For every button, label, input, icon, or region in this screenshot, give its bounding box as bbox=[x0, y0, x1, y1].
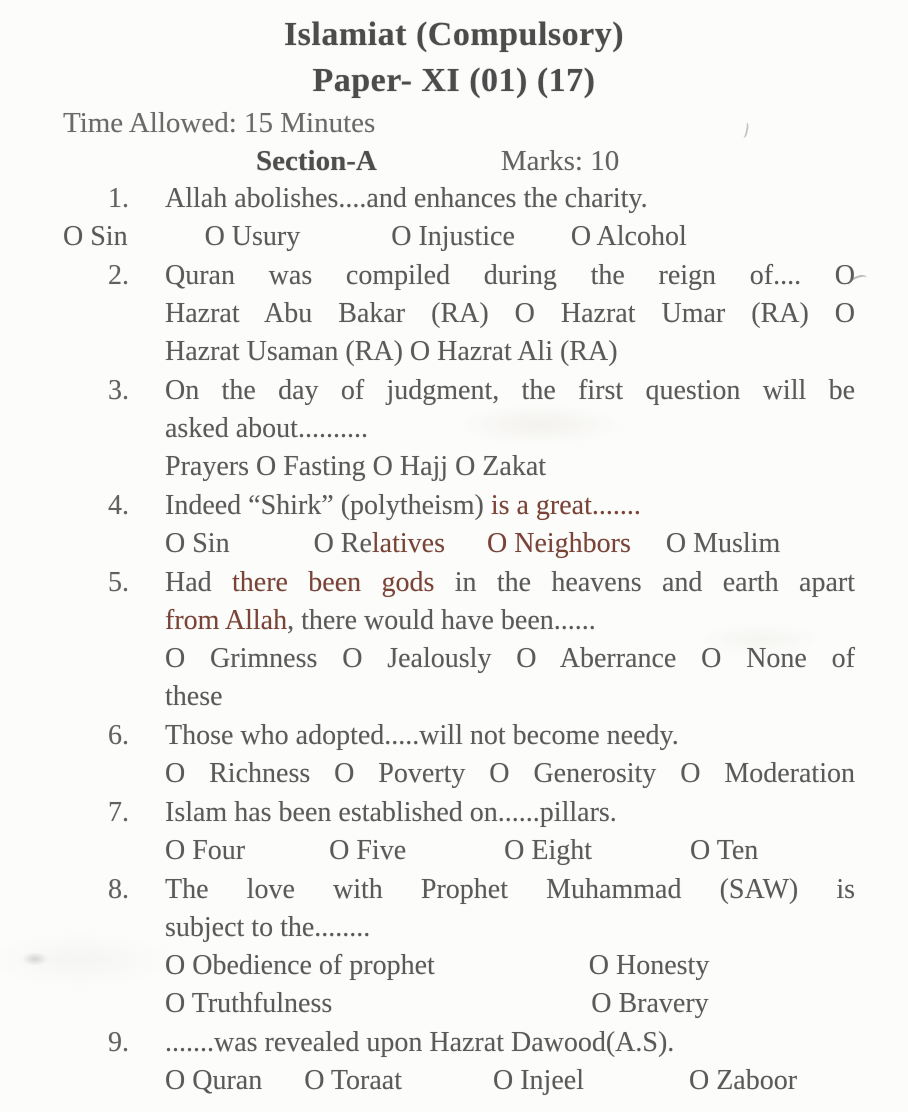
text-segment: Prayers O Fasting O Hajj O Zakat bbox=[165, 451, 547, 482]
text-segment: O Richness O Poverty O Generosity O Moderation bbox=[165, 758, 855, 789]
question bbox=[108, 257, 855, 371]
question-number: 6. bbox=[108, 720, 129, 751]
red-tinted-text: latives bbox=[371, 528, 445, 559]
paper-header bbox=[0, 0, 908, 180]
text-segment: Hazrat Abu Bakar (RA) O Hazrat Umar (RA) O bbox=[165, 298, 855, 329]
text-segment: Quran was compiled during the reign of.... O bbox=[165, 260, 855, 291]
text-segment: O Sin O Re bbox=[165, 528, 372, 559]
text-segment: O Sin O Usury O Injustice O Alcohol bbox=[63, 221, 687, 252]
text-segment: O Grimness O Jealously O Aberrance O None of bbox=[165, 643, 855, 674]
question-number: 1. bbox=[108, 183, 129, 214]
question-text-line bbox=[165, 372, 855, 410]
question-number: 4. bbox=[108, 490, 129, 521]
question bbox=[108, 487, 855, 563]
text-segment: these bbox=[165, 681, 223, 712]
options-line bbox=[165, 295, 855, 333]
red-tinted-text: there been gods bbox=[232, 567, 435, 598]
text-segment: O Obedience of prophet O Honesty bbox=[165, 950, 710, 981]
question bbox=[108, 564, 855, 716]
options-line bbox=[165, 985, 855, 1023]
options-line bbox=[165, 755, 855, 793]
question-text-line bbox=[165, 717, 855, 755]
text-segment: Islam has been established on......pillars. bbox=[165, 797, 617, 828]
options-line bbox=[165, 1062, 855, 1100]
question-text-line bbox=[165, 794, 855, 832]
scan-artifact-smudge bbox=[22, 952, 48, 966]
text-segment: Had bbox=[165, 567, 232, 598]
red-tinted-text: O Neighbors bbox=[487, 528, 631, 559]
options-line bbox=[165, 640, 855, 678]
text-segment: O Four O Five O Eight O Ten bbox=[165, 835, 759, 866]
question bbox=[108, 1024, 855, 1100]
question bbox=[63, 180, 855, 256]
question-number: 3. bbox=[108, 375, 129, 406]
questions bbox=[63, 180, 908, 1100]
options-line bbox=[165, 678, 855, 716]
red-tinted-text: is a great....... bbox=[490, 490, 641, 521]
red-tinted-text: from Allah bbox=[165, 605, 288, 636]
text-segment: O Truthfulness O Bravery bbox=[165, 988, 709, 1019]
text-segment: in the heavens and earth apart bbox=[434, 567, 855, 598]
question-number: 5. bbox=[108, 567, 129, 598]
question-number: 7. bbox=[108, 797, 129, 828]
text-segment: The love with Prophet Muhammad (SAW) is bbox=[165, 874, 855, 905]
text-segment: O Quran O Toraat O Injeel O Zaboor bbox=[165, 1065, 798, 1096]
options-line bbox=[165, 525, 855, 563]
text-segment: subject to the........ bbox=[165, 912, 371, 943]
question-text-line bbox=[165, 410, 855, 448]
text-segment: .......was revealed upon Hazrat Dawood(A.S). bbox=[165, 1027, 675, 1058]
options-line bbox=[165, 333, 855, 371]
question bbox=[108, 717, 855, 793]
section-heading: Section-A bbox=[256, 145, 377, 177]
question-number: 9. bbox=[108, 1027, 129, 1058]
question-number: 8. bbox=[108, 874, 129, 905]
text-segment bbox=[445, 528, 487, 559]
text-segment: Allah abolishes....and enhances the charity. bbox=[165, 183, 648, 214]
question-number: 2. bbox=[108, 260, 129, 291]
options-line bbox=[165, 947, 855, 985]
question-text-line bbox=[165, 871, 855, 909]
question bbox=[108, 372, 855, 486]
question-text-line bbox=[165, 564, 855, 602]
text-segment: , there would have been...... bbox=[287, 605, 596, 636]
paper-subtitle: Paper- XI (01) (17) bbox=[312, 62, 596, 99]
question-text-line bbox=[165, 487, 855, 525]
section-marks-row bbox=[0, 142, 908, 180]
text-segment: Hazrat Usaman (RA) O Hazrat Ali (RA) bbox=[165, 336, 618, 367]
question-text-line bbox=[165, 180, 855, 218]
text-segment: asked about.......... bbox=[165, 413, 368, 444]
text-segment: On the day of judgment, the first question will be bbox=[165, 375, 855, 406]
options-line bbox=[165, 832, 855, 870]
marks-label: Marks: 10 bbox=[500, 145, 620, 177]
text-segment: O Muslim bbox=[630, 528, 781, 559]
paper-title: Islamiat (Compulsory) bbox=[283, 16, 625, 53]
text-segment: Indeed “Shirk” (polytheism) bbox=[165, 490, 491, 521]
options-line bbox=[63, 218, 855, 256]
question-text-line bbox=[165, 909, 855, 947]
options-line bbox=[165, 448, 855, 486]
text-segment: Those who adopted.....will not become needy. bbox=[165, 720, 679, 751]
question-text-line bbox=[165, 257, 855, 295]
time-allowed: Time Allowed: 15 Minutes bbox=[63, 107, 376, 139]
question bbox=[108, 794, 855, 870]
question-text-line bbox=[165, 602, 855, 640]
question bbox=[108, 871, 855, 1023]
question-text-line bbox=[165, 1024, 855, 1062]
